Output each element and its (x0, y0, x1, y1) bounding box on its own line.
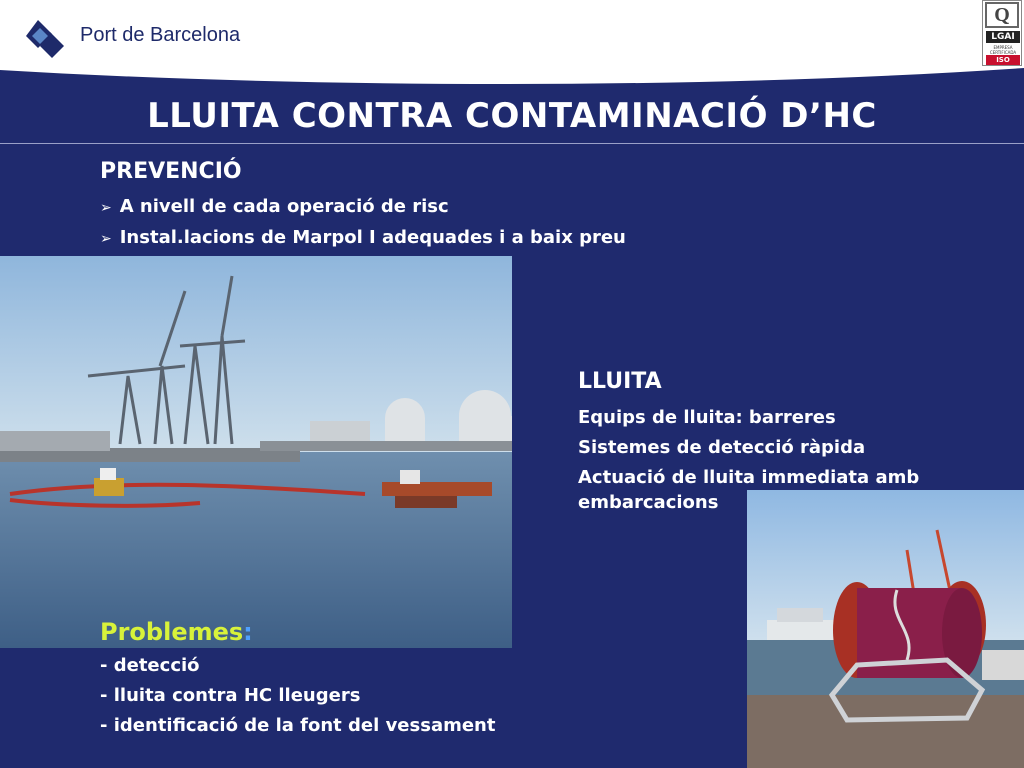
harbor-photo (0, 256, 512, 648)
prevencio-heading: PREVENCIÓ (100, 159, 242, 184)
lluita-item: Actuació de lluita immediata amb embarcacions (578, 467, 920, 513)
bullet-text: Instal.lacions de Marpol I adequades i a baix preu (119, 227, 626, 248)
problemes-item: - detecció (100, 655, 200, 676)
prevencio-bullet (100, 227, 626, 248)
cert-caption: EMPRESA CERTIFICADA (989, 45, 1017, 55)
cert-brand: LGAI (986, 31, 1020, 43)
lluita-item: Sistemes de detecció ràpida (578, 437, 866, 458)
arrow-bullet-icon: ➢ (100, 200, 112, 216)
bullet-text: A nivell de cada operació de risc (119, 196, 449, 217)
logo-text: Port de Barcelona (80, 24, 241, 46)
certification-badge (982, 0, 1022, 66)
title-divider (0, 143, 1024, 144)
cert-letter: Q (985, 2, 1019, 28)
port-barcelona-logo-icon (26, 18, 66, 58)
arrow-bullet-icon: ➢ (100, 231, 112, 247)
prevencio-bullet (100, 196, 449, 217)
problemes-heading-text: Problemes (100, 618, 244, 646)
problemes-colon: : (243, 618, 253, 646)
problemes-heading (100, 618, 253, 646)
page-title: LLUITA CONTRA CONTAMINACIÓ D’HC (147, 96, 877, 136)
problemes-item: - identificació de la font del vessament (100, 715, 496, 736)
problemes-item: - lluita contra HC lleugers (100, 685, 361, 706)
lluita-item: Equips de lluita: barreres (578, 407, 836, 428)
boom-reel-photo (747, 490, 1024, 768)
cert-iso: ISO (986, 55, 1020, 65)
lluita-heading: LLUITA (578, 369, 662, 394)
